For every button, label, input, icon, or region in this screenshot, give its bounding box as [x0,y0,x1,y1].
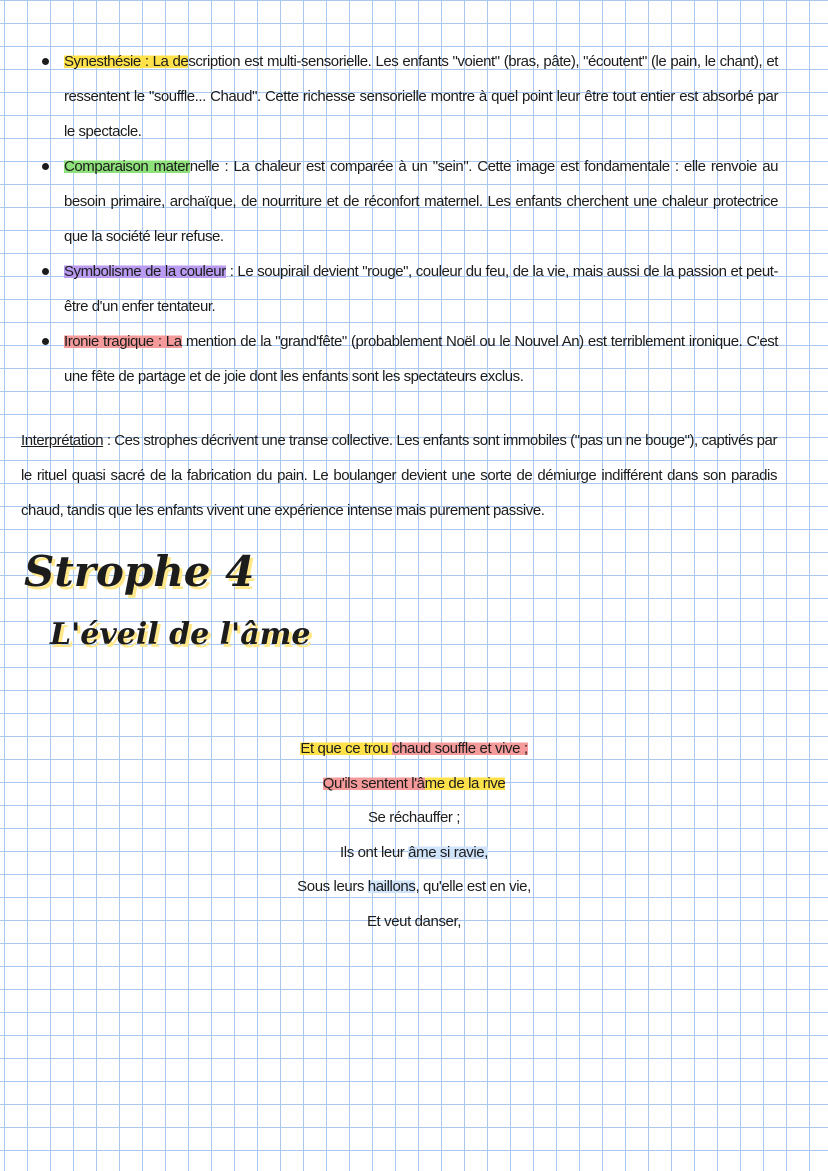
bullet-synesthesie [40,44,778,149]
poem-text: Sous leurs [297,878,368,895]
poem-line [214,870,614,905]
bullet-symbolisme [40,254,778,324]
poem-text: Ils ont leur [340,843,409,861]
interpretation-label: Interprétation [21,432,104,449]
poem-text: Se réchauffer ; [367,809,461,826]
poem-highlight: Et que ce trou [300,740,392,757]
bullet-text: mention de la "grand'fête" (probablement Noël ou le Nouvel An) est terriblement ironique. C'est une fête de partage et de joie dont les enfants sont les spectateurs exclus. [64,333,778,385]
highlight-synesthesie: Synesthésie : La de [64,53,189,70]
poem-line [214,801,614,836]
highlight-comparaison: Comparaison mater [64,158,190,175]
bullet-text: scription est multi-sensorielle. Les enfants "voient" (bras, pâte), "écoutent" (le pain, le chant), et ressentent le "souffle... Chaud". Cette richesse sensorielle montre à quel point leur être tout entier est absorbé par le spectacle. [64,53,778,140]
poem-line [214,767,614,802]
poem-highlight: âme si ravie, [408,843,488,861]
highlight-symbolisme: Symbolisme de la couleur [64,263,226,280]
poem-line [214,732,614,767]
interpretation-text: : Ces strophes décrivent une transe collective. Les enfants sont immobiles ("pas un ne bouge"), captivés par le rituel quasi sacré de la fabrication du pain. Le boulanger devient une sorte de démiurge indifférent dans son paradis chaud, tandis que les enfants vivent une expérience intense mais purement passive. [21,432,777,519]
bullet-text: : Le soupirail devient "rouge", couleur du feu, de la vie, mais aussi de la passion et peut-être d'un enfer tentateur. [64,263,778,315]
interpretation-paragraph [21,423,777,528]
poem-stanza [214,732,614,939]
section-title: Strophe 4 [24,547,255,596]
analysis-bullet-list [40,44,778,394]
poem-text: Et veut danser, [366,912,462,930]
poem-line [214,836,614,871]
bullet-ironie [40,324,778,394]
section-subtitle: L'éveil de l'âme [50,617,311,652]
bullet-text: nelle : La chaleur est comparée à un "sein". Cette image est fondamentale : elle renvoie au besoin primaire, archaïque, de nourriture et de réconfort maternel. Les enfants cherchent une chaleur protectrice que la société leur refuse. [64,158,778,245]
highlight-ironie: Ironie tragique : La [64,333,182,350]
poem-highlight: me de la rive [424,774,506,792]
poem-highlight: haillons [367,878,416,895]
poem-highlight: chaud souffle et vive ; [391,740,528,757]
poem-line [214,905,614,940]
bullet-comparaison [40,149,778,254]
poem-highlight: Qu'ils sentent l'â [322,774,425,792]
poem-text: , qu'elle est en vie, [415,878,531,895]
